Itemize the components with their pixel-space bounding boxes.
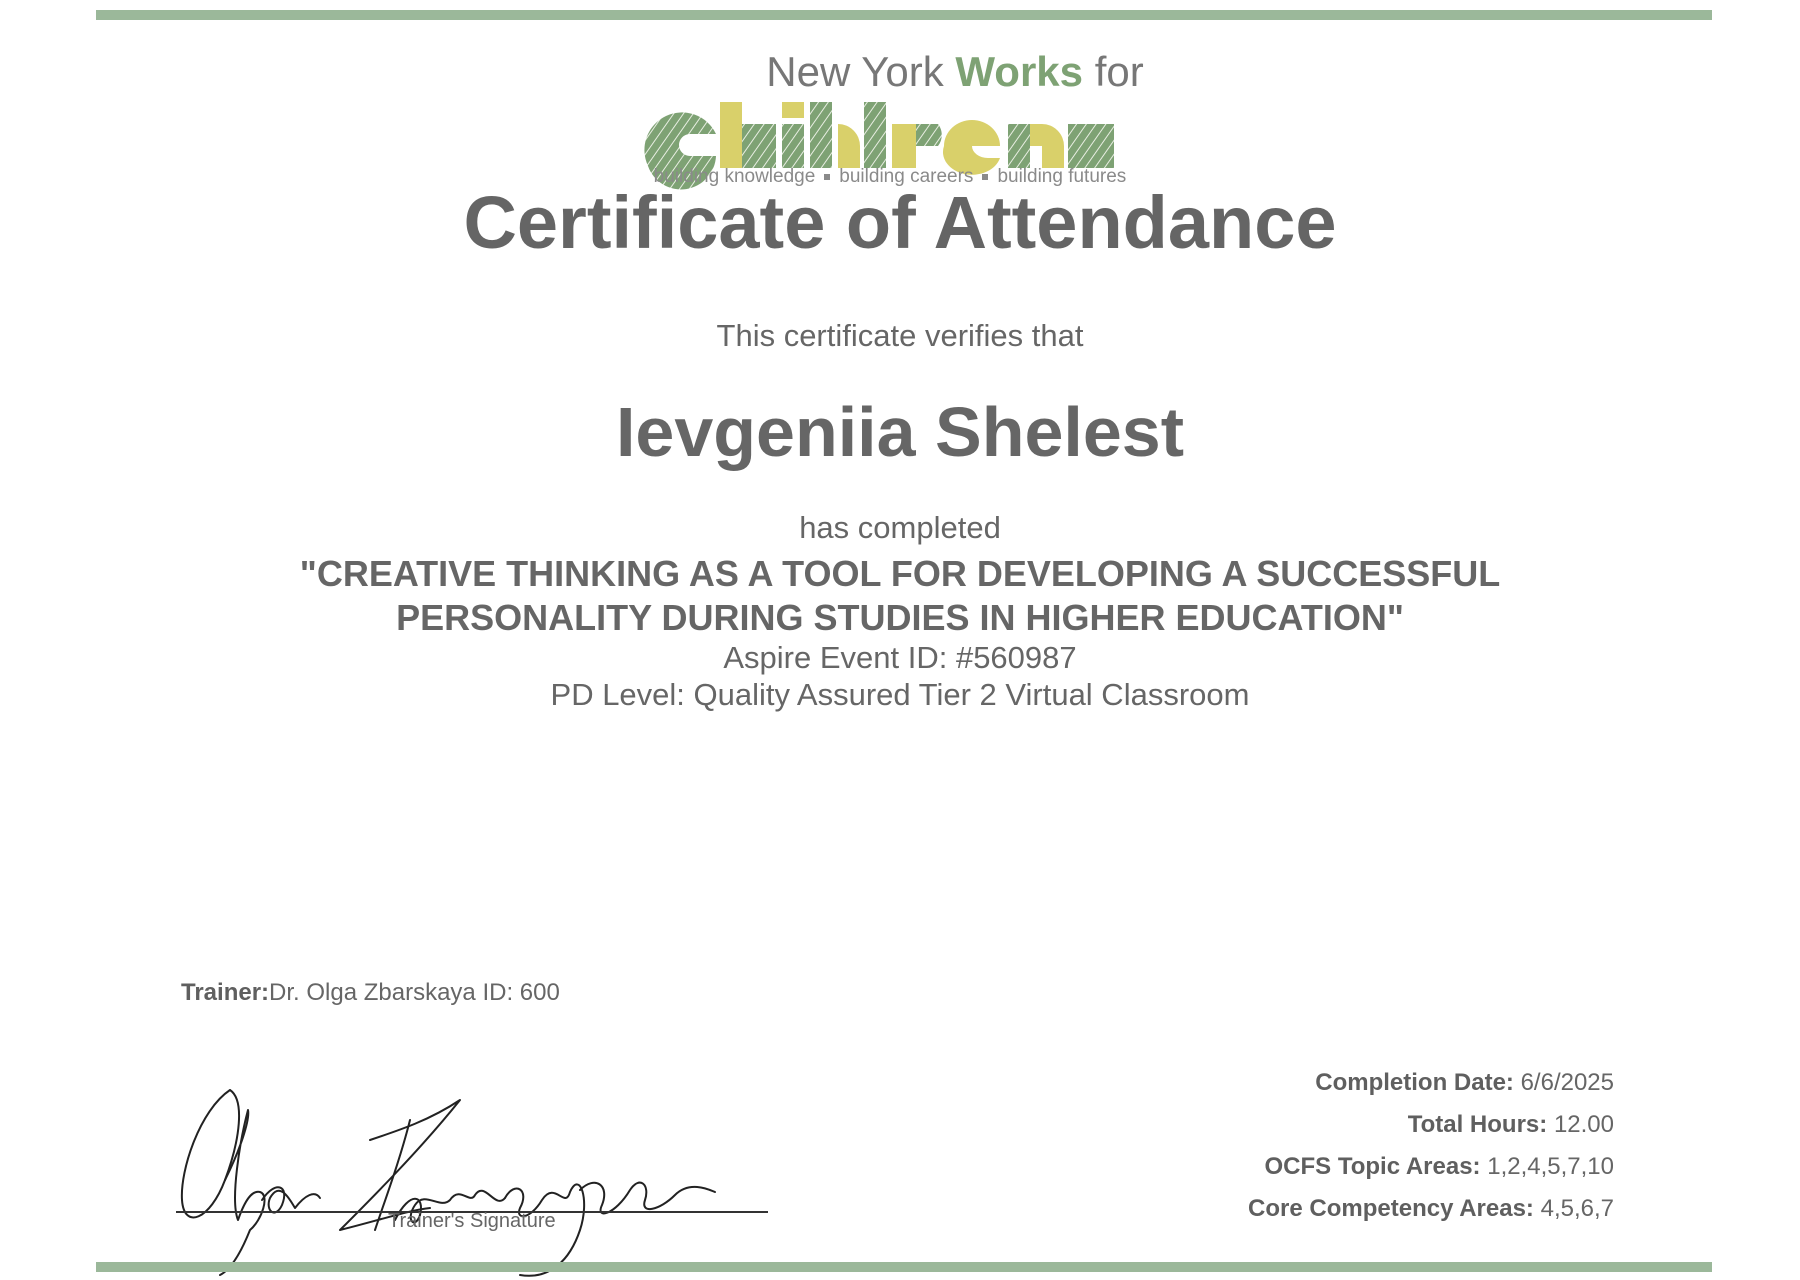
tagline-futures: building futures <box>997 166 1127 187</box>
certificate-details <box>1248 1062 1614 1230</box>
logo-works: Works <box>955 48 1084 95</box>
course-title <box>0 552 1800 640</box>
completed-text: has completed <box>799 510 1001 545</box>
course-title-line-2: PERSONALITY DURING STUDIES IN HIGHER EDUCATION" <box>396 597 1404 638</box>
detail-total-hours: Total Hours: 12.00 <box>1407 1111 1614 1138</box>
bottom-border-rule <box>96 1262 1712 1272</box>
signature-caption: Trainer's Signature <box>388 1210 556 1232</box>
course-title-line-1: "CREATIVE THINKING AS A TOOL FOR DEVELOPING A SUCCESSFUL <box>299 553 1501 594</box>
trainer-value: Dr. Olga Zbarskaya ID: 600 <box>269 979 560 1006</box>
detail-core-competency-areas: Core Competency Areas: 4,5,6,7 <box>1248 1195 1614 1222</box>
trainer-label: Trainer: <box>181 979 270 1006</box>
pd-level: PD Level: Quality Assured Tier 2 Virtual Classroom <box>550 677 1250 712</box>
nywfc-logo <box>630 42 1170 192</box>
detail-completion-date: Completion Date: 6/6/2025 <box>1315 1069 1614 1096</box>
recipient-name: Ievgeniia Shelest <box>615 393 1185 471</box>
tagline-careers: building careers <box>839 166 974 187</box>
certificate-title: Certificate of Attendance <box>463 181 1337 264</box>
event-id: Aspire Event ID: #560987 <box>723 640 1077 675</box>
tagline-knowledge: building knowledge <box>653 166 816 187</box>
trainer-signature-icon <box>170 1080 770 1280</box>
verifies-text: This certificate verifies that <box>716 318 1084 353</box>
logo-prefix: New York <box>766 48 944 95</box>
detail-ocfs-topic-areas: OCFS Topic Areas: 1,2,4,5,7,10 <box>1264 1153 1614 1180</box>
trainer-info <box>181 979 560 1007</box>
top-border-rule <box>96 10 1712 20</box>
logo-suffix: for <box>1094 48 1144 95</box>
logo-heading <box>745 48 1165 96</box>
